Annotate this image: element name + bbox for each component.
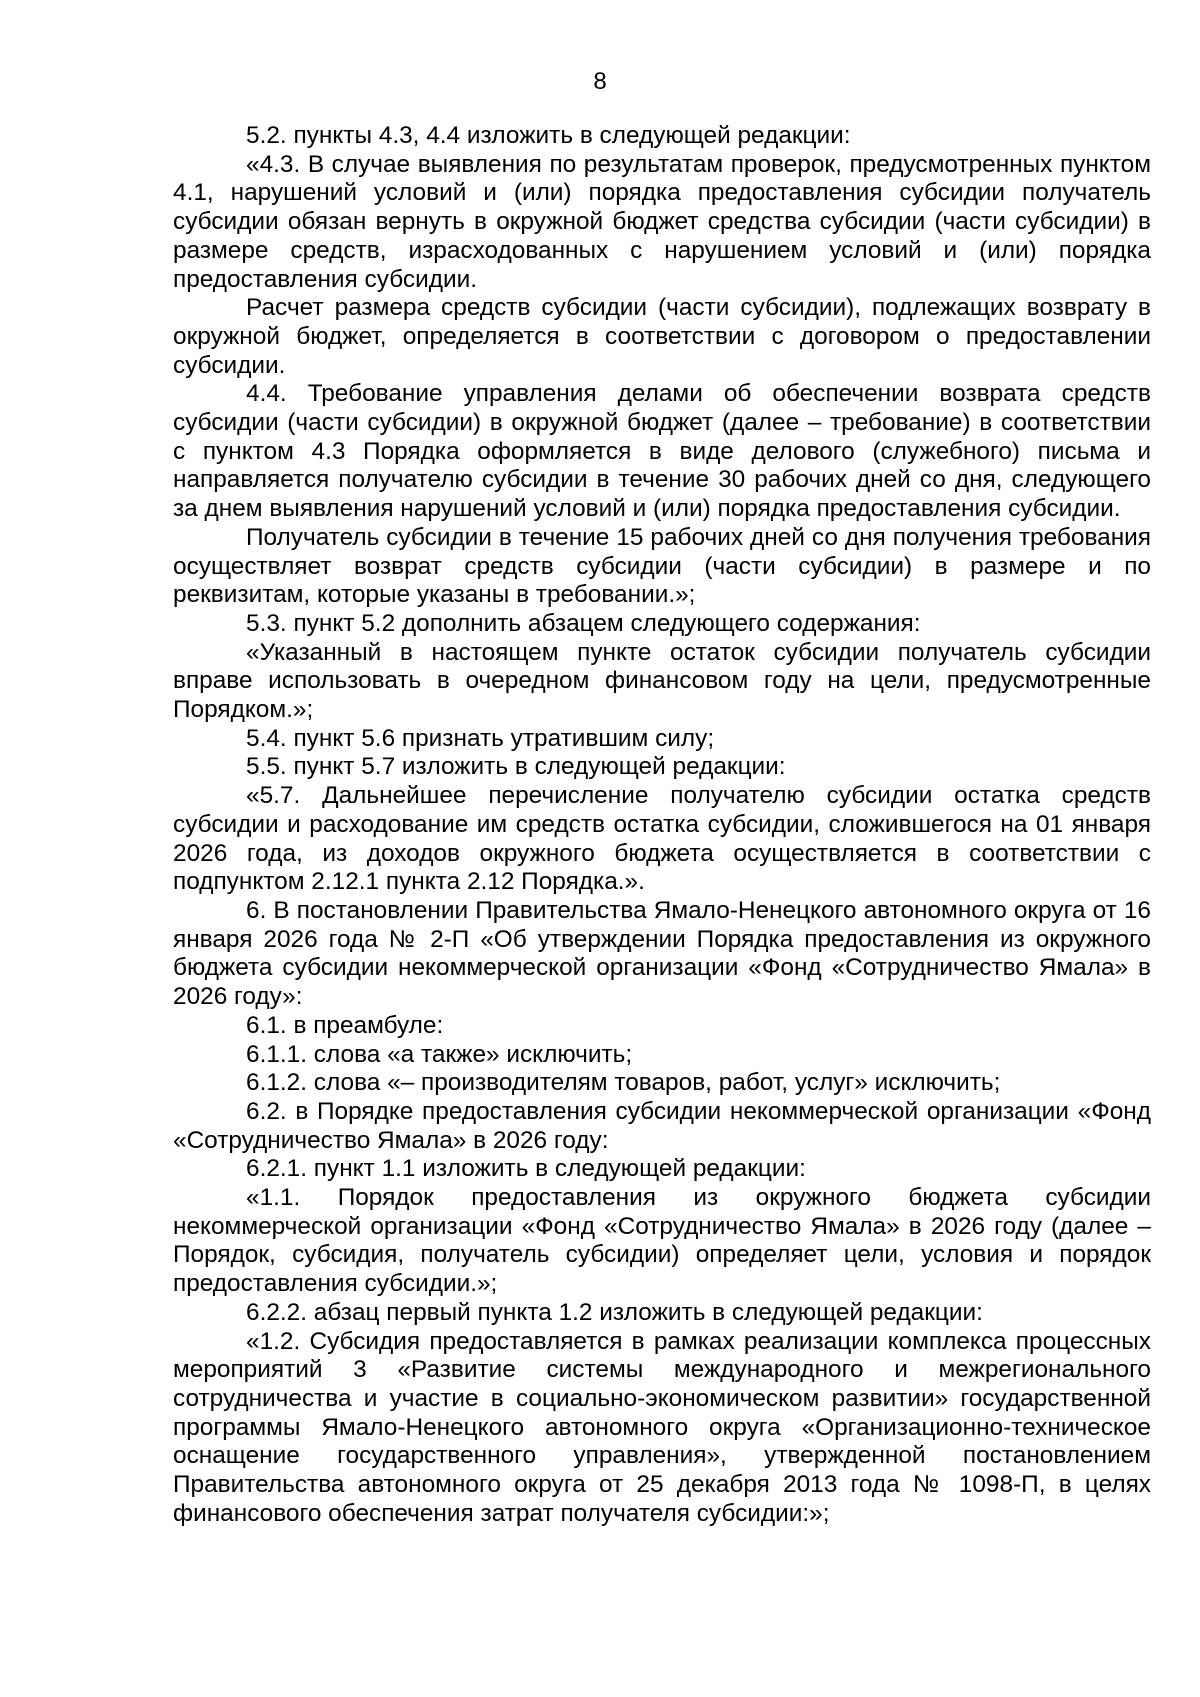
paragraph: 5.2. пункты 4.3, 4.4 изложить в следующей редакции: [246,122,851,149]
paragraph: 6.1. в преамбуле: [246,1011,444,1039]
document-body [173,122,1151,1528]
paragraph: «Указанный в настоящем пункте остаток субсидии получатель субсидии вправе использовать в очередном финансовом году на цели, предусмотренные Порядком.»; [173,638,1151,724]
paragraph: 6.1.2. слова «– производителям товаров, работ, услуг» исключить; [246,1069,1001,1097]
paragraph: «1.1. Порядок предоставления из окружного бюджета субсидии некоммерческой организации «Фонд «Сотрудничество Ямала» в 2026 году (далее – Порядок, субсидия, получатель субсидии) определяет цели, условия и порядок предоставления субсидии.»; [173,1184,1151,1298]
paragraph: Получатель субсидии в течение 15 рабочих дней со дня получения требования осуществляет возврат средств субсидии (части субсидии) в размере и по реквизитам, которые указаны в требовании.»; [173,523,1151,609]
paragraph: «5.7. Дальнейшее перечисление получателю субсидии остатка средств субсидии и расходование им средств остатка субсидии, сложившегося на 01 января 2026 года, из доходов окружного бюджета осуществляется в соответствии с подпунктом 2.12.1 пункта 2.12 Порядка.». [173,782,1151,896]
page-number: 8 [593,68,607,95]
paragraph: 6.2.2. абзац первый пункта 1.2 изложить в следующей редакции: [246,1298,983,1326]
paragraph: 5.4. пункт 5.6 признать утратившим силу; [246,724,715,752]
paragraph: 6. В постановлении Правительства Ямало-Ненецкого автономного округа от 16 января 2026 года № 2-П «Об утверждении Порядка предоставления из окружного бюджета субсидии некоммерческой организации «Фонд «Сотрудничество Ямала» в 2026 году»: [173,896,1151,1011]
paragraph: «1.2. Субсидия предоставляется в рамках реализации комплекса процессных мероприятий 3 «Развитие системы международного и межрегионального сотрудничества и участие в социально-экономическом развитии» государственной программы Ямало-Ненецкого автономного округа «Организационно-техническое оснащение государственного управления», утвержденной постановлением Правительства автономного округа от 25 декабря 2013 года № 1098-П, в целях финансового обеспечения затрат получателя субсидии:»; [173,1327,1151,1527]
paragraph: 6.1.1. слова «а также» исключить; [246,1040,633,1068]
paragraph: 4.4. Требование управления делами об обеспечении возврата средств субсидии (части субсидии) в окружной бюджет (далее – требование) в соответствии с пунктом 4.3 Порядка оформляется в виде делового (служебного) письма и направляется получателю субсидии в течение 30 рабочих дней со дня, следующего за днем выявления нарушений условий и (или) порядка предоставления субсидии. [173,380,1151,523]
paragraph: 5.3. пункт 5.2 дополнить абзацем следующего содержания: [246,609,921,637]
paragraph: «4.3. В случае выявления по результатам проверок, предусмотренных пунктом 4.1, нарушений условий и (или) порядка предоставления субсидии получатель субсидии обязан вернуть в окружной бюджет средства субсидии (части субсидии) в размере средств, израсходованных с нарушением условий и (или) порядка предоставления субсидии. [173,150,1151,293]
paragraph: Расчет размера средств субсидии (части субсидии), подлежащих возврату в окружной бюджет, определяется в соответствии с договором о предоставлении субсидии. [173,294,1151,379]
paragraph: 6.2.1. пункт 1.1 изложить в следующей редакции: [246,1155,806,1183]
paragraph: 5.5. пункт 5.7 изложить в следующей редакции: [246,753,786,781]
paragraph: 6.2. в Порядке предоставления субсидии некоммерческой организации «Фонд «Сотрудничество Ямала» в 2026 году: [173,1097,1151,1154]
